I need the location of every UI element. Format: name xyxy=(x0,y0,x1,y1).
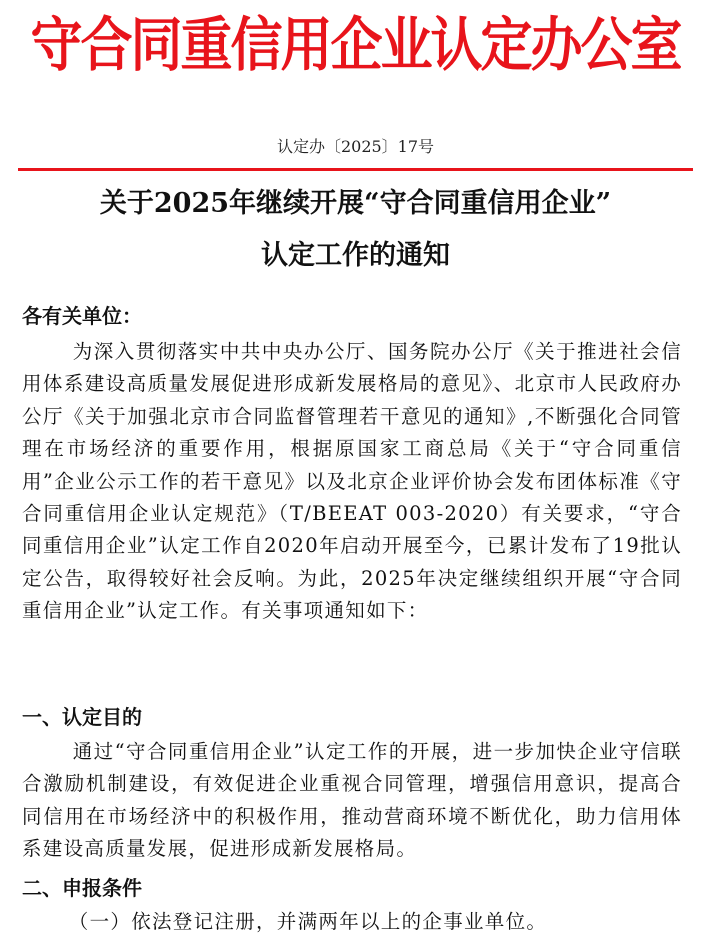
section-heading-conditions: 二、申报条件 xyxy=(22,876,142,900)
purpose-paragraph-text: 通过“守合同重信用企业”认定工作的开展，进一步加快企业守信联合激励机制建设，有效促进企业重视合同管理，增强信用意识，提高合同信用在市场经济中的积极作用，推动营商环境不断优化，助力信用体系建设高质量发展，促进形成新发展格局。 xyxy=(22,740,682,861)
notice-title-line-2: 认定工作的通知 xyxy=(261,240,450,271)
condition-item-1: （一）依法登记注册，并满两年以上的企事业单位。 xyxy=(68,910,548,933)
red-divider xyxy=(18,168,693,171)
document-number: 认定办〔2025〕17号 xyxy=(276,137,435,156)
intro-paragraph xyxy=(22,336,682,628)
purpose-paragraph xyxy=(22,736,682,866)
notice-title-line-1: 关于2025年继续开展“守合同重信用企业” xyxy=(99,188,612,219)
intro-paragraph-text: 为深入贯彻落实中共中央办公厅、国务院办公厅《关于推进社会信用体系建设高质量发展促进形成新发展格局的意见》、北京市人民政府办公厅《关于加强北京市合同监督管理若干意见的通知》,不断强化合同管理在市场经济的重要作用，根据原国家工商总局《关于“守合同重信用”企业公示工作的若干意见》以及北京企业评价协会发布团体标准《守合同重信用企业认定规范》（T/BEEAT 003-2020）有关要求，“守合同重信用企业”认定工作自2020年启动开展至今，已累计发布了19批认定公告，取得较好社会反响。为此，2025年决定继续组织开展“守合同重信用企业”认定工作。有关事项通知如下： xyxy=(22,340,682,623)
organization-title: 守合同重信用企业认定办公室 xyxy=(30,12,681,80)
section-heading-purpose: 一、认定目的 xyxy=(22,705,142,729)
salutation: 各有关单位： xyxy=(22,304,142,328)
letterhead xyxy=(0,0,711,90)
